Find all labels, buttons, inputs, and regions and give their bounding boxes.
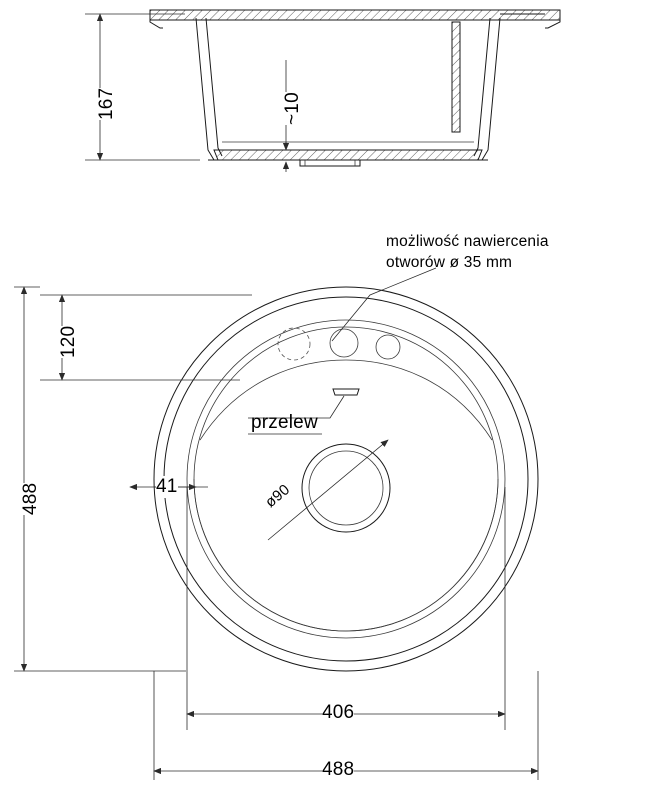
tap-hole-2	[376, 335, 400, 359]
label-overflow: przelew	[251, 412, 318, 433]
bowl-inner-left	[206, 18, 222, 156]
bowl-inner-right	[474, 18, 490, 156]
dim-label-488-vertical: 488	[20, 482, 41, 515]
section-view	[85, 10, 560, 172]
bowl-bottom-hatched	[214, 150, 482, 160]
sink-outer-circle	[154, 287, 538, 671]
side-rib-hatched	[452, 22, 460, 132]
deck-arc-outer	[194, 479, 498, 631]
dim-label-167: 167	[96, 87, 117, 120]
overflow-slot	[333, 389, 359, 395]
dim-label-488-horizontal: 488	[322, 759, 355, 780]
drain-inner-circle	[309, 451, 383, 525]
bowl-outer-right	[482, 18, 500, 160]
drain-outer-circle	[302, 444, 390, 532]
drain-boss	[300, 160, 360, 166]
rim-flange-hatched	[150, 10, 560, 20]
dim-label-120: 120	[58, 325, 79, 358]
dim-label-406: 406	[322, 702, 355, 723]
dim-label-d90: ø90	[262, 480, 294, 512]
dim-label-41: 41	[156, 476, 178, 497]
note-drilling-line2: otworów ø 35 mm	[386, 254, 513, 271]
deck-arc-inner	[200, 360, 492, 440]
tap-hole-1	[330, 329, 358, 357]
note-drilling-line1: możliwość nawiercenia	[386, 233, 549, 250]
dim-label-thickness: ~10	[282, 92, 303, 125]
bowl-outer-left	[196, 18, 214, 160]
drain-boss-edges	[305, 160, 355, 166]
bowl-inner-circle	[194, 327, 498, 631]
leader-note-holes	[332, 268, 436, 341]
plan-view	[14, 268, 538, 780]
bowl-circle-406	[187, 320, 505, 638]
sink-rim-circle	[164, 297, 528, 661]
